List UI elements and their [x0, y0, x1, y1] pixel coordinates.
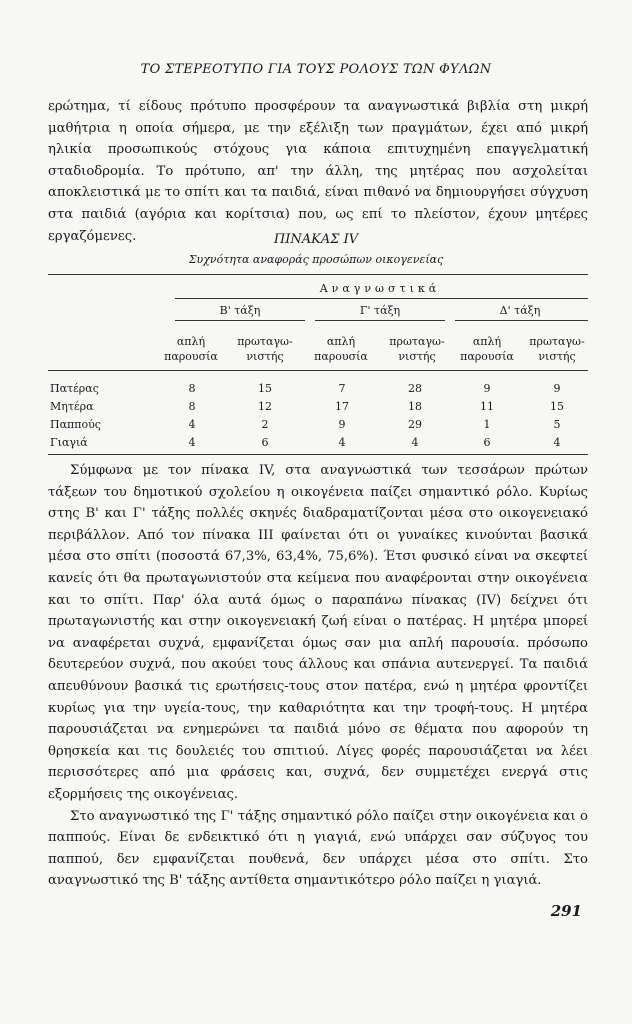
subheader-b-protagonist [232, 334, 298, 364]
intro-text: ερώτημα, τί είδους πρότυπο προσφέρουν τα αναγνωστικά βιβλία στη μικρή μαθήτρια η οποία σήμερα, με την εξέλιξη των πραγμάτων, έχει από μικρή ηλικία προσωπικούς στόχους για κάποια επιτυχημένη επαγγελματική σταδιοδρομία. Το πρότυπο, απ' την άλλη, της μητέρας που ασχολείται αποκλειστικά με το σπίτι και τα παιδιά, είναι πιθανό να δημιουργήσει σύγχυση στα παιδιά (αγόρια και κορίτσια) που, ως επί το πλείστον, έχουν μητέρες εργαζόμενες. [48, 99, 588, 244]
body-text [48, 460, 588, 892]
table-cell: 4 [411, 436, 419, 449]
subheader-line: νιστής [398, 350, 436, 363]
table-cell: 8 [188, 400, 196, 413]
table-cell: 11 [480, 400, 494, 413]
table-cell: 6 [261, 436, 269, 449]
row-label: Πατέρας [50, 382, 99, 395]
table-cell: 9 [483, 382, 491, 395]
table-caption: Συχνότητα αναφοράς προσώπων οικογενείας [188, 253, 444, 266]
table-cell: 15 [258, 382, 272, 395]
table-top-rule [48, 274, 588, 275]
table-cell: 5 [553, 418, 561, 431]
table-cell: 9 [338, 418, 346, 431]
subheader-c-simple [310, 334, 372, 364]
table-cell: 18 [408, 400, 422, 413]
subheader-line: νιστής [538, 350, 576, 363]
table-bottom-rule [48, 454, 588, 455]
subheader-line: παρουσία [460, 350, 514, 363]
subheader-line: πρωταγω- [389, 335, 445, 348]
subheader-line: παρουσία [314, 350, 368, 363]
grade-d-rule [455, 320, 588, 321]
subheader-line: απλή [472, 335, 502, 348]
table-group-header: Αναγνωστικά [319, 282, 441, 295]
table-cell: 7 [338, 382, 346, 395]
subheader-d-protagonist [524, 334, 590, 364]
grade-c-rule [315, 320, 445, 321]
table-cell: 1 [483, 418, 491, 431]
table-cell: 8 [188, 382, 196, 395]
table-cell: 4 [188, 436, 196, 449]
table-cell: 12 [258, 400, 272, 413]
subheader-line: νιστής [246, 350, 284, 363]
page-number: 291 [550, 902, 582, 920]
row-label: Γιαγιά [50, 436, 88, 449]
row-label: Μητέρα [50, 400, 94, 413]
table-title: ΠΙΝΑΚΑΣ IV [273, 232, 359, 247]
table-cell: 28 [408, 382, 422, 395]
table-cell: 9 [553, 382, 561, 395]
grade-d-header: Δ' τάξη [499, 304, 541, 317]
intro-paragraph [48, 96, 588, 247]
subheader-line: απλή [176, 335, 206, 348]
subheader-c-protagonist [384, 334, 450, 364]
table-group-rule [175, 298, 588, 299]
subheader-d-simple [456, 334, 518, 364]
table-cell: 4 [188, 418, 196, 431]
table-cell: 4 [338, 436, 346, 449]
subheader-line: πρωταγω- [529, 335, 585, 348]
table-cell: 29 [408, 418, 422, 431]
grade-b-header: Β' τάξη [219, 304, 261, 317]
row-label: Παππούς [50, 418, 101, 431]
table-cell: 6 [483, 436, 491, 449]
grade-c-header: Γ' τάξη [359, 304, 401, 317]
body-paragraph: Σύμφωνα με τον πίνακα IV, στα αναγνωστικά των τεσσάρων πρώτων τάξεων του δημοτικού σχολείου η οικογένεια παίζει σημαντικό ρόλο. Κυρίως στης Β' και Γ' τάξης πολλές σκηνές διαδραματίζονται μέσα στο οικογενειακό περιβάλλον. Από τον πίνακα III φαίνεται ότι οι γυναίκες κινούνται βασικά μέσα στο σπίτι (ποσοστά 67,3%, 63,4%, 75,6%). Έτσι φυσικό είναι να σκεφτεί κανείς ότι θα πρωταγωνιστούν στα κείμενα που αναφέρονται στην οικογένεια και το σπίτι. Παρ' όλα αυτά όμως ο παραπάνω πίνακας (IV) δείχνει ότι πρωταγωνιστής και στην οικογενειακή ζωή είναι ο πατέρας. Η μητέρα μπορεί να αναφέρεται συχνά, εμφανίζεται όμως σαν μια απλή παρουσία. πρόσωπο δευτερεύον συχνά, που ακούει τους άλλους και σπάνια αυτενεργεί. Τα παιδιά απευθύνουν βασικά τις ερωτήσεις-τους στον πατέρα, ενώ η μητέρα φροντίζει κυρίως για την υγεία-τους, την καθαριότητα και την τροφή-τους. Η μητέρα παρουσιάζεται να ενημερώνει τα παιδιά μόνο σε θέματα που αφορούν τη θρησκεία και τις δουλειές του σπιτιού. Λίγες φορές παρουσιάζεται να λέει περισσότερες από μια φράσεις και, συχνά, δεν συμμετέχει ενεργά στις εξορμήσεις της οικογένειας. [48, 463, 588, 802]
running-header: ΤΟ ΣΤΕΡΕΟΤΥΠΟ ΓΙΑ ΤΟΥΣ ΡΟΛΟΥΣ ΤΩΝ ΦΥΛΩΝ [140, 62, 492, 77]
body-paragraph: Στο αναγνωστικό της Γ' τάξης σημαντικό ρόλο παίζει στην οικογένεια και ο παππούς. Είναι δε ενδεικτικό ότι η γιαγιά, ενώ υπάρχει σαν σύζυγος του παππού, δεν εμφανίζεται πουθενά, δεν υπάρχει μέσα στο σπίτι. Στο αναγνωστικό της Β' τάξης αντίθετα σημαντικότερο ρόλο παίζει η γιαγιά. [48, 808, 588, 889]
table-cell: 15 [550, 400, 564, 413]
table-cell: 2 [261, 418, 269, 431]
subheader-line: παρουσία [164, 350, 218, 363]
table-cell: 17 [335, 400, 349, 413]
table-header-rule [48, 370, 588, 371]
subheader-line: απλή [326, 335, 356, 348]
subheader-b-simple [160, 334, 222, 364]
table-cell: 4 [553, 436, 561, 449]
grade-b-rule [175, 320, 305, 321]
subheader-line: πρωταγω- [237, 335, 293, 348]
